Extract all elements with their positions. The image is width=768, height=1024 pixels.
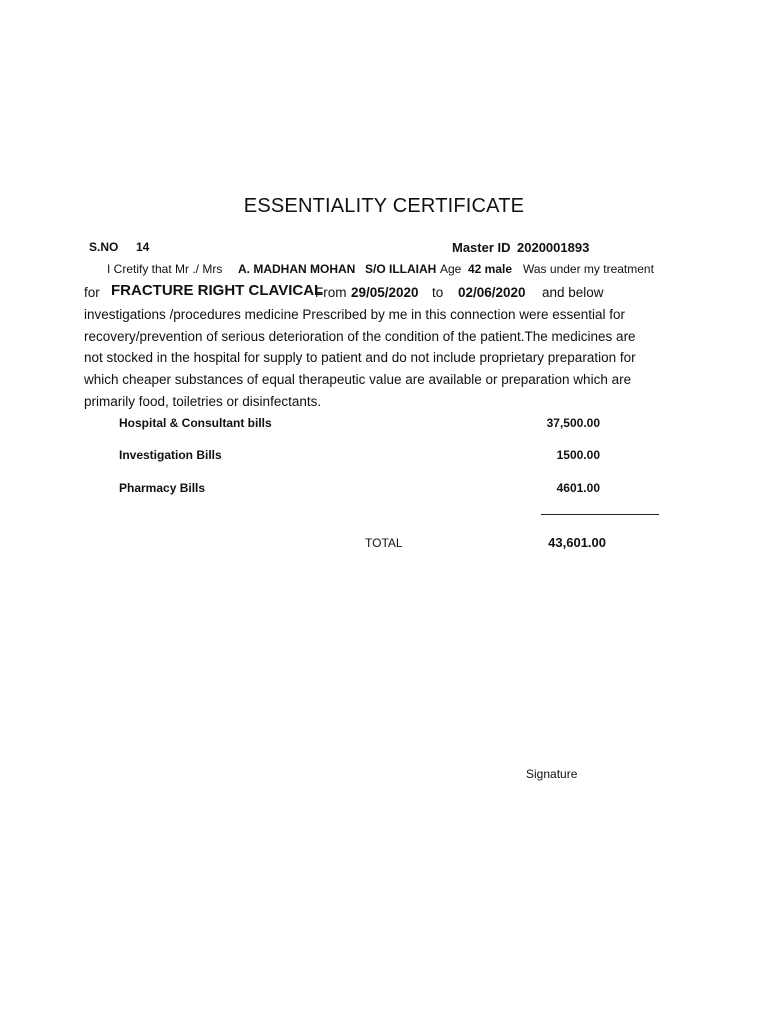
for-label: for [84, 285, 100, 300]
bill-amount-investigation: 1500.00 [556, 448, 600, 462]
certify-prefix: I Cretify that Mr ./ Mrs [107, 262, 223, 276]
master-id-value: 2020001893 [517, 240, 590, 255]
paragraph-line: recovery/prevention of serious deterioration of the condition of the patient.The medicines are [84, 328, 636, 344]
bill-amount-hospital: 37,500.00 [546, 416, 600, 430]
bill-label-hospital: Hospital & Consultant bills [119, 416, 272, 430]
paragraph-line: which cheaper substances of equal therapeutic value are available or preparation which are [84, 372, 632, 388]
paragraph-line: investigations /procedures medicine Prescribed by me in this connection were essential for [84, 307, 626, 322]
master-id-label: Master ID [452, 240, 511, 255]
bill-amount-pharmacy: 4601.00 [556, 481, 600, 495]
certificate-title: ESSENTIALITY CERTIFICATE [243, 195, 525, 217]
age-label: Age [440, 262, 462, 276]
diagnosis: FRACTURE RIGHT CLAVICAL [111, 282, 324, 299]
bill-label-pharmacy: Pharmacy Bills [119, 481, 206, 495]
to-date: 02/06/2020 [458, 285, 526, 300]
signature-label: Signature [526, 767, 578, 781]
from-label: From [315, 285, 347, 300]
sum-divider [541, 514, 659, 515]
sno-label: S.NO [89, 240, 119, 254]
total-value: 43,601.00 [548, 535, 606, 550]
to-label: to [432, 285, 444, 300]
total-label: TOTAL [365, 536, 403, 550]
sno-value: 14 [136, 240, 150, 254]
certificate-paragraph [84, 304, 674, 413]
paragraph-line: primarily food, toiletries or disinfectants. [84, 393, 322, 409]
patient-relation: S/O ILLAIAH [365, 262, 437, 276]
and-below: and below [542, 285, 604, 300]
bill-label-investigation: Investigation Bills [119, 448, 222, 462]
from-date: 29/05/2020 [351, 285, 419, 300]
paragraph-line: not stocked in the hospital for supply to patient and do not include proprietary preparation for [84, 350, 636, 366]
treatment-suffix: Was under my treatment [523, 262, 654, 276]
patient-name: A. MADHAN MOHAN [238, 262, 356, 276]
age-value: 42 male [468, 262, 513, 276]
